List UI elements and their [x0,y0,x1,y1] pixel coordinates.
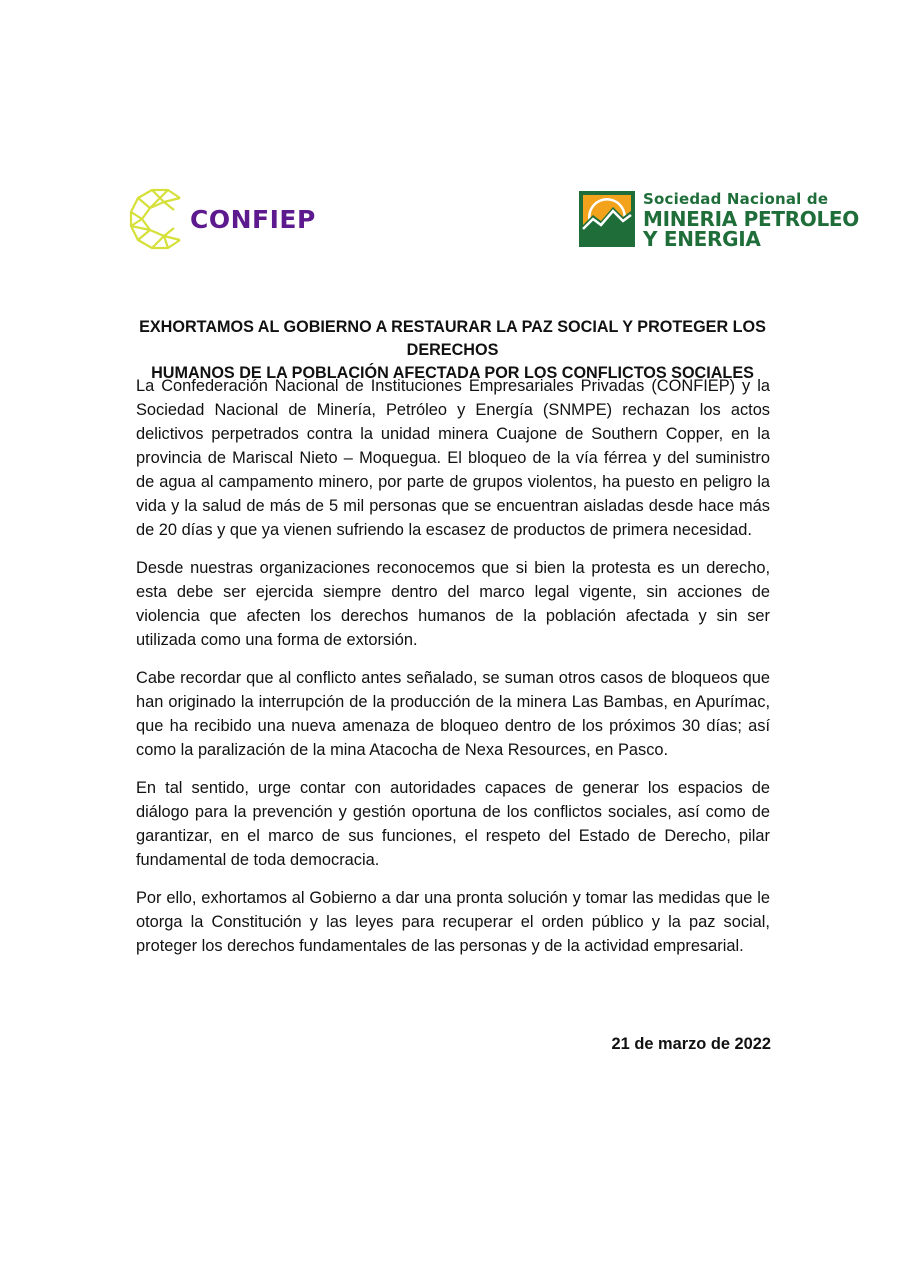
paragraph-4: En tal sentido, urge contar con autoridades capaces de generar los espacios de diálogo para la prevención y gestión oportuna de los conflictos sociales, así como de garantizar, en el marco de sus funciones, el respeto del Estado de Derecho, pilar fundamental de toda democracia. [136,779,770,869]
snmpe-wordmark [643,191,859,249]
paragraph-1: La Confederación Nacional de Instituciones Empresariales Privadas (CONFIEP) y la Sociedad Nacional de Minería, Petróleo y Energía (SNMPE) rechazan los actos delictivos perpetrados contra la unidad minera Cuajone de Southern Copper, en la provincia de Mariscal Nieto – Moquegua. El bloqueo de la vía férrea y del suministro de agua al campamento minero, por parte de grupos violentos, ha puesto en peligro la vida y la salud de más de 5 mil personas que se encuentran aisladas desde hace más de 20 días y que ya vienen sufriendo la escasez de productos de primera necesidad. [136,377,770,539]
document-body [136,374,770,972]
paragraph-2: Desde nuestras organizaciones reconocemos que si bien la protesta es un derecho, esta debe ser ejercida siempre dentro del marco legal vigente, sin acciones de violencia que afecten los derechos humanos de la población afectada y sin ser utilizada como una forma de extorsión. [136,559,770,649]
confiep-mark-icon [128,186,188,252]
title-line-1: EXHORTAMOS AL GOBIERNO A RESTAURAR LA PAZ SOCIAL Y PROTEGER LOS DERECHOS [139,318,766,359]
confiep-wordmark: CONFIEP [190,204,316,234]
snmpe-logo [579,191,859,249]
snmpe-mark-icon [579,191,635,247]
document-date: 21 de marzo de 2022 [611,1035,771,1053]
snmpe-line-1: Sociedad Nacional de [643,190,829,208]
confiep-logo [128,186,316,252]
snmpe-line-3: Y ENERGIA [643,227,761,251]
paragraph-3: Cabe recordar que al conflicto antes señalado, se suman otros casos de bloqueos que han originado la interrupción de la producción de la minera Las Bambas, en Apurímac, que ha recibido una nueva amenaza de bloqueo dentro de los próximos 30 días; así como la paralización de la mina Atacocha de Nexa Resources, en Pasco. [136,669,770,759]
title-line-2: HUMANOS DE LA POBLACIÓN AFECTADA POR LOS CONFLICTOS SOCIALES [151,364,754,382]
paragraph-5: Por ello, exhortamos al Gobierno a dar una pronta solución y tomar las medidas que le otorga la Constitución y las leyes para recuperar el orden público y la paz social, proteger los derechos fundamentales de las personas y de la actividad empresarial. [136,889,770,955]
snmpe-line-2: MINERIA PETROLEO [643,207,860,231]
